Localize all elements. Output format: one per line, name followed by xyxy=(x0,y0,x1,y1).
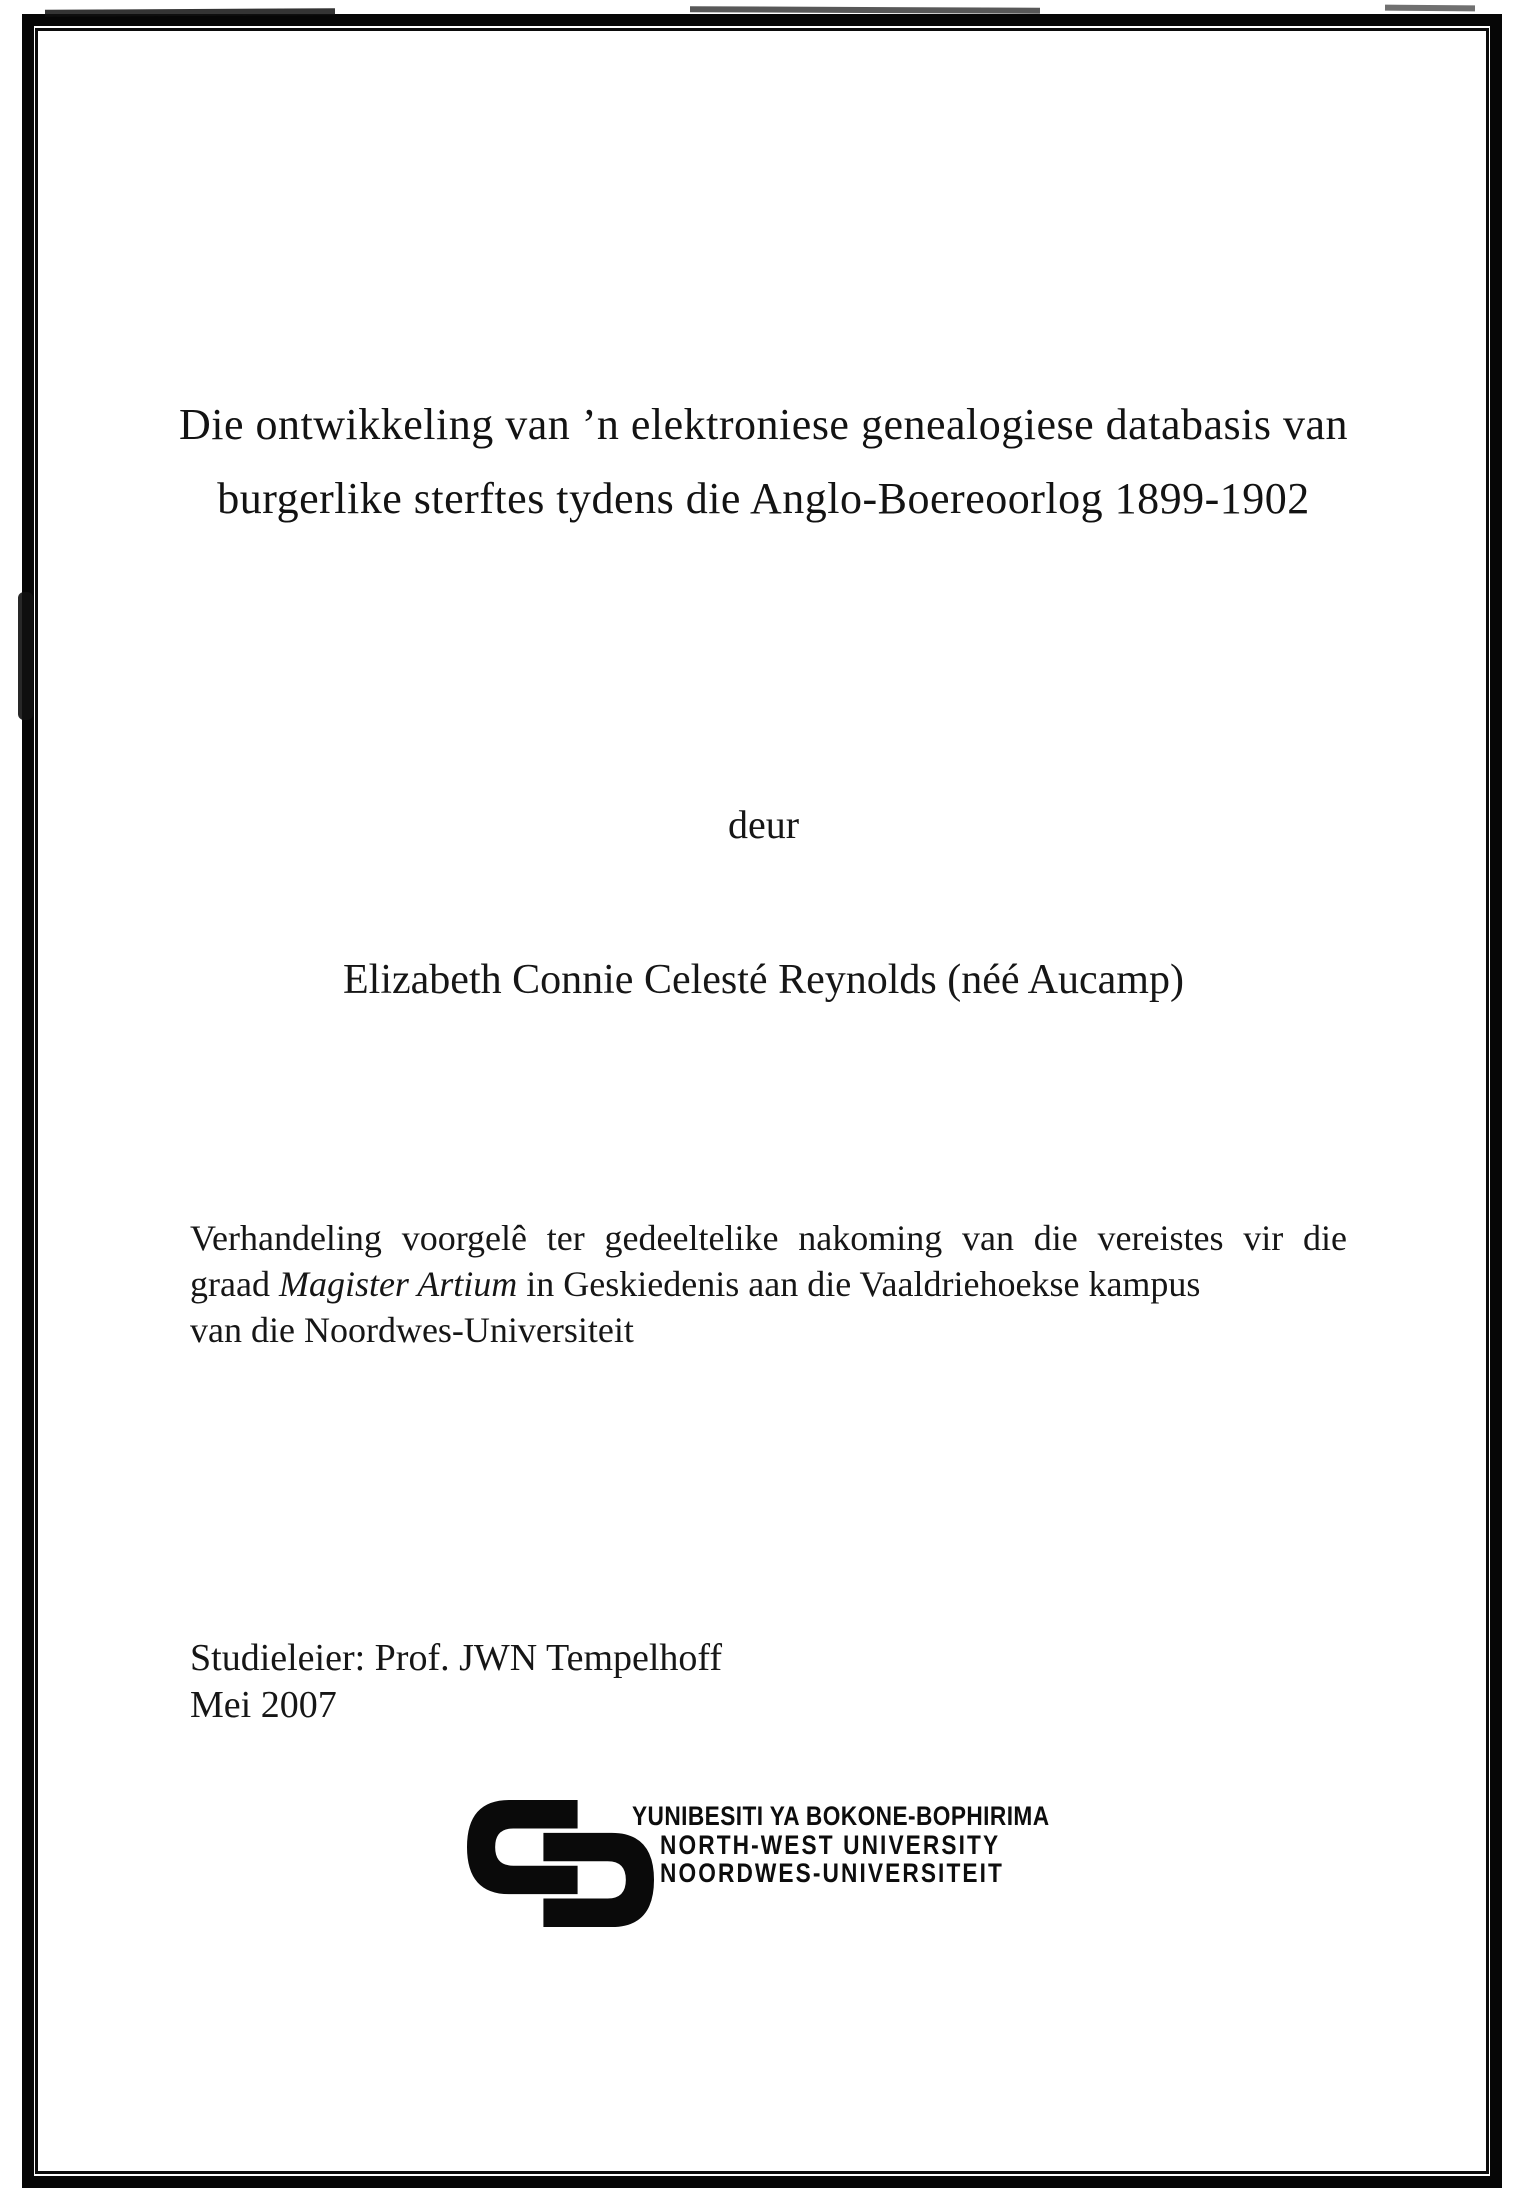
statement-line2-suffix: in Geskiedenis aan die Vaaldriehoekse kampus xyxy=(517,1264,1201,1304)
supervisor-block xyxy=(190,1635,722,1729)
statement-line2 xyxy=(190,1261,1347,1307)
submission-statement xyxy=(190,1215,1347,1353)
date-line: Mei 2007 xyxy=(190,1684,337,1726)
nwu-logo-icon xyxy=(467,1800,654,1927)
thesis-title-line1: Die ontwikkeling van ’n elektroniese genealogiese databasis van xyxy=(178,400,1348,449)
statement-line2-prefix: graad xyxy=(190,1264,279,1304)
scan-artifact xyxy=(690,6,1040,14)
author-name: Elizabeth Connie Celesté Reynolds (néé Aucamp) xyxy=(343,957,1184,1003)
university-name-setswana: YUNIBESITI YA BOKONE-BOPHIRIMA xyxy=(632,1801,1050,1831)
degree-name: Magister Artium xyxy=(278,1264,518,1304)
university-name-afrikaans: NOORDWES-UNIVERSITEIT xyxy=(660,1858,1004,1888)
statement-line3: van die Noordwes-Universiteit xyxy=(190,1310,634,1350)
statement-line1: Verhandeling voorgelê ter gedeeltelike nakoming van die vereistes vir die xyxy=(190,1218,1347,1258)
university-name-english: NORTH-WEST UNIVERSITY xyxy=(660,1829,1001,1860)
supervisor-line: Studieleier: Prof. JWN Tempelhoff xyxy=(190,1637,723,1679)
thesis-title-line2: burgerlike sterftes tydens die Anglo-Boereoorlog 1899-1902 xyxy=(217,474,1310,523)
university-wordmark xyxy=(632,1802,1129,1888)
thesis-title xyxy=(0,388,1527,536)
scan-artifact xyxy=(18,592,33,720)
scan-artifact xyxy=(1385,5,1475,12)
byline-label: deur xyxy=(727,802,800,847)
